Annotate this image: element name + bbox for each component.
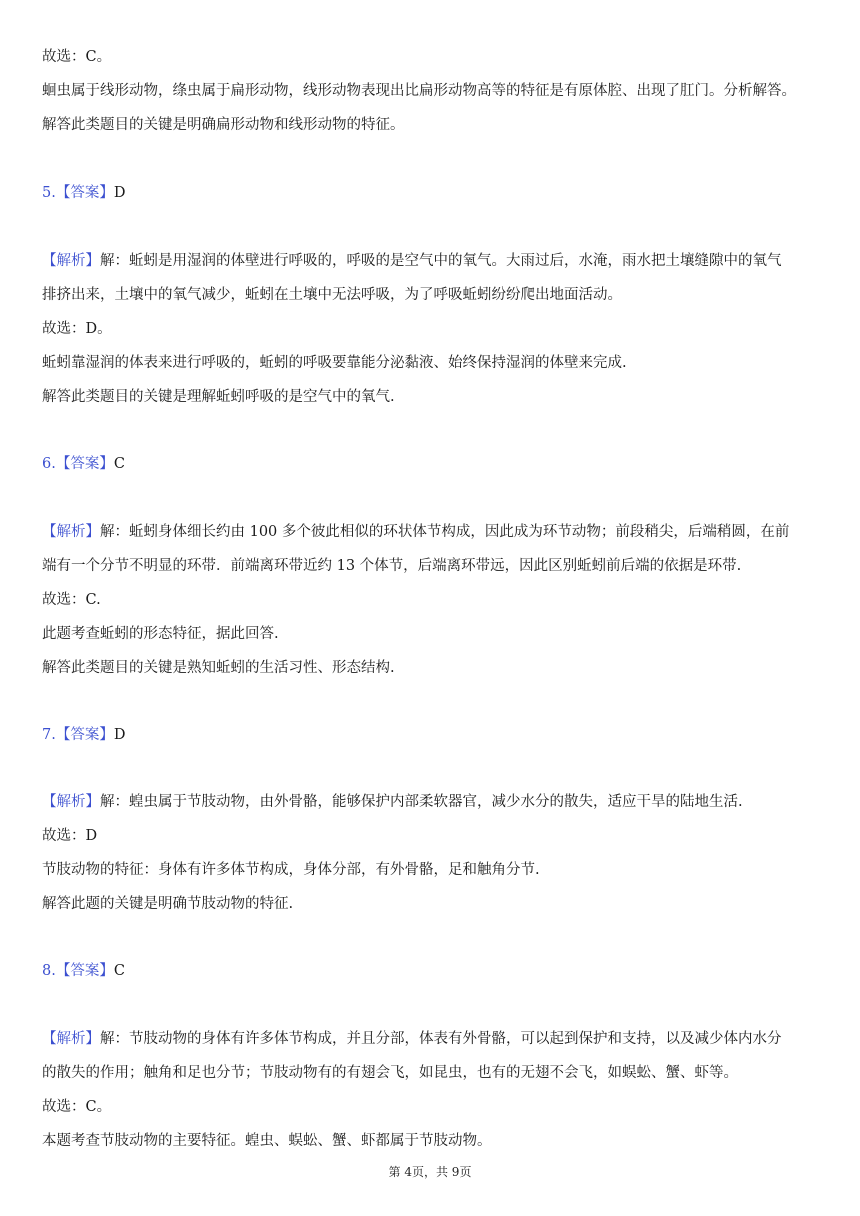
answer-heading-5 [42, 183, 838, 203]
note-5-line-2: 解答此类题目的关键是理解蚯蚓呼吸的是空气中的氧气. [42, 389, 395, 405]
explanation-tag: 【解析】 [42, 524, 100, 540]
answer-tag: 【答案】 [55, 963, 114, 979]
question-number: 7. [42, 727, 56, 743]
choice-line-7: 故选：D [42, 828, 98, 844]
note-7-line-2: 解答此题的关键是明确节肢动物的特征. [42, 896, 294, 912]
note-6-line-2: 解答此类题目的关键是熟知蚯蚓的生活习性、形态结构. [42, 660, 395, 676]
answer-heading-7 [42, 725, 838, 745]
answer-value: C [113, 963, 125, 979]
answer-heading-6 [42, 454, 838, 474]
explanation-tag: 【解析】 [42, 794, 100, 810]
explanation-8-line-1 [42, 1029, 838, 1049]
explanation-text: 解：节肢动物的身体有许多体节构成，并且分部，体表有外骨骼，可以起到保护和支持，以及减少体内水分 [100, 1031, 782, 1047]
explanation-text: 解：蚯蚓身体细长约由 100 多个彼此相似的环状体节构成，因此成为环节动物；前段稍尖，后端稍圆，在前 [100, 524, 790, 540]
answer-heading-8 [42, 961, 838, 981]
choice-line-8: 故选：C。 [42, 1099, 112, 1115]
explanation-5-line-2: 排挤出来，土壤中的氧气减少，蚯蚓在土壤中无法呼吸，为了呼吸蚯蚓纷纷爬出地面活动。 [42, 287, 622, 303]
question-number: 5. [42, 185, 56, 201]
explanation-7-line-1 [42, 792, 838, 812]
note-5-line-1: 蚯蚓靠湿润的体表来进行呼吸的，蚯蚓的呼吸要靠能分泌黏液、始终保持湿润的体壁来完成. [42, 355, 627, 371]
explanation-6-line-2: 端有一个分节不明显的环带．前端离环带近约 13 个体节，后端离环带远，因此区别蚯蚓前后端的依据是环带. [42, 558, 742, 574]
note-8-line-1: 本题考查节肢动物的主要特征。蝗虫、蜈蚣、蟹、虾都属于节肢动物。 [42, 1133, 492, 1149]
answer-tag: 【答案】 [55, 727, 114, 743]
question-number: 8. [42, 963, 56, 979]
explanation-text: 解：蚯蚓是用湿润的体壁进行呼吸的，呼吸的是空气中的氧气。大雨过后，水淹，雨水把土壤缝隙中的氧气 [100, 253, 782, 269]
page-footer: 第 4页，共 9页 [388, 1165, 472, 1179]
choice-line-5: 故选：D。 [42, 321, 112, 337]
answer-tag: 【答案】 [55, 456, 114, 472]
explanation-5-line-1 [42, 251, 838, 271]
explanation-6-line-1 [42, 522, 838, 542]
choice-line: 故选：C。 [42, 49, 112, 65]
explanation-tag: 【解析】 [42, 1031, 100, 1047]
analysis-line: 蛔虫属于线形动物，绦虫属于扁形动物，线形动物表现出比扁形动物高等的特征是有原体腔、出现了肛门。分析解答。 [42, 83, 796, 99]
answer-value: D [113, 727, 126, 743]
question-number: 6. [42, 456, 56, 472]
key-point-line: 解答此类题目的关键是明确扁形动物和线形动物的特征。 [42, 117, 405, 133]
note-7-line-1: 节肢动物的特征：身体有许多体节构成，身体分部，有外骨骼，足和触角分节. [42, 862, 540, 878]
explanation-tag: 【解析】 [42, 253, 100, 269]
answer-value: D [113, 185, 126, 201]
explanation-text: 解：蝗虫属于节肢动物，由外骨骼，能够保护内部柔软器官，减少水分的散失，适应干旱的陆地生活. [100, 794, 743, 810]
note-6-line-1: 此题考查蚯蚓的形态特征，据此回答. [42, 626, 279, 642]
explanation-8-line-2: 的散失的作用；触角和足也分节；节肢动物有的有翅会飞，如昆虫，也有的无翅不会飞，如蜈蚣、蟹、虾等。 [42, 1065, 738, 1081]
choice-line-6: 故选：C. [42, 592, 101, 608]
answer-tag: 【答案】 [55, 185, 114, 201]
answer-value: C [113, 456, 125, 472]
